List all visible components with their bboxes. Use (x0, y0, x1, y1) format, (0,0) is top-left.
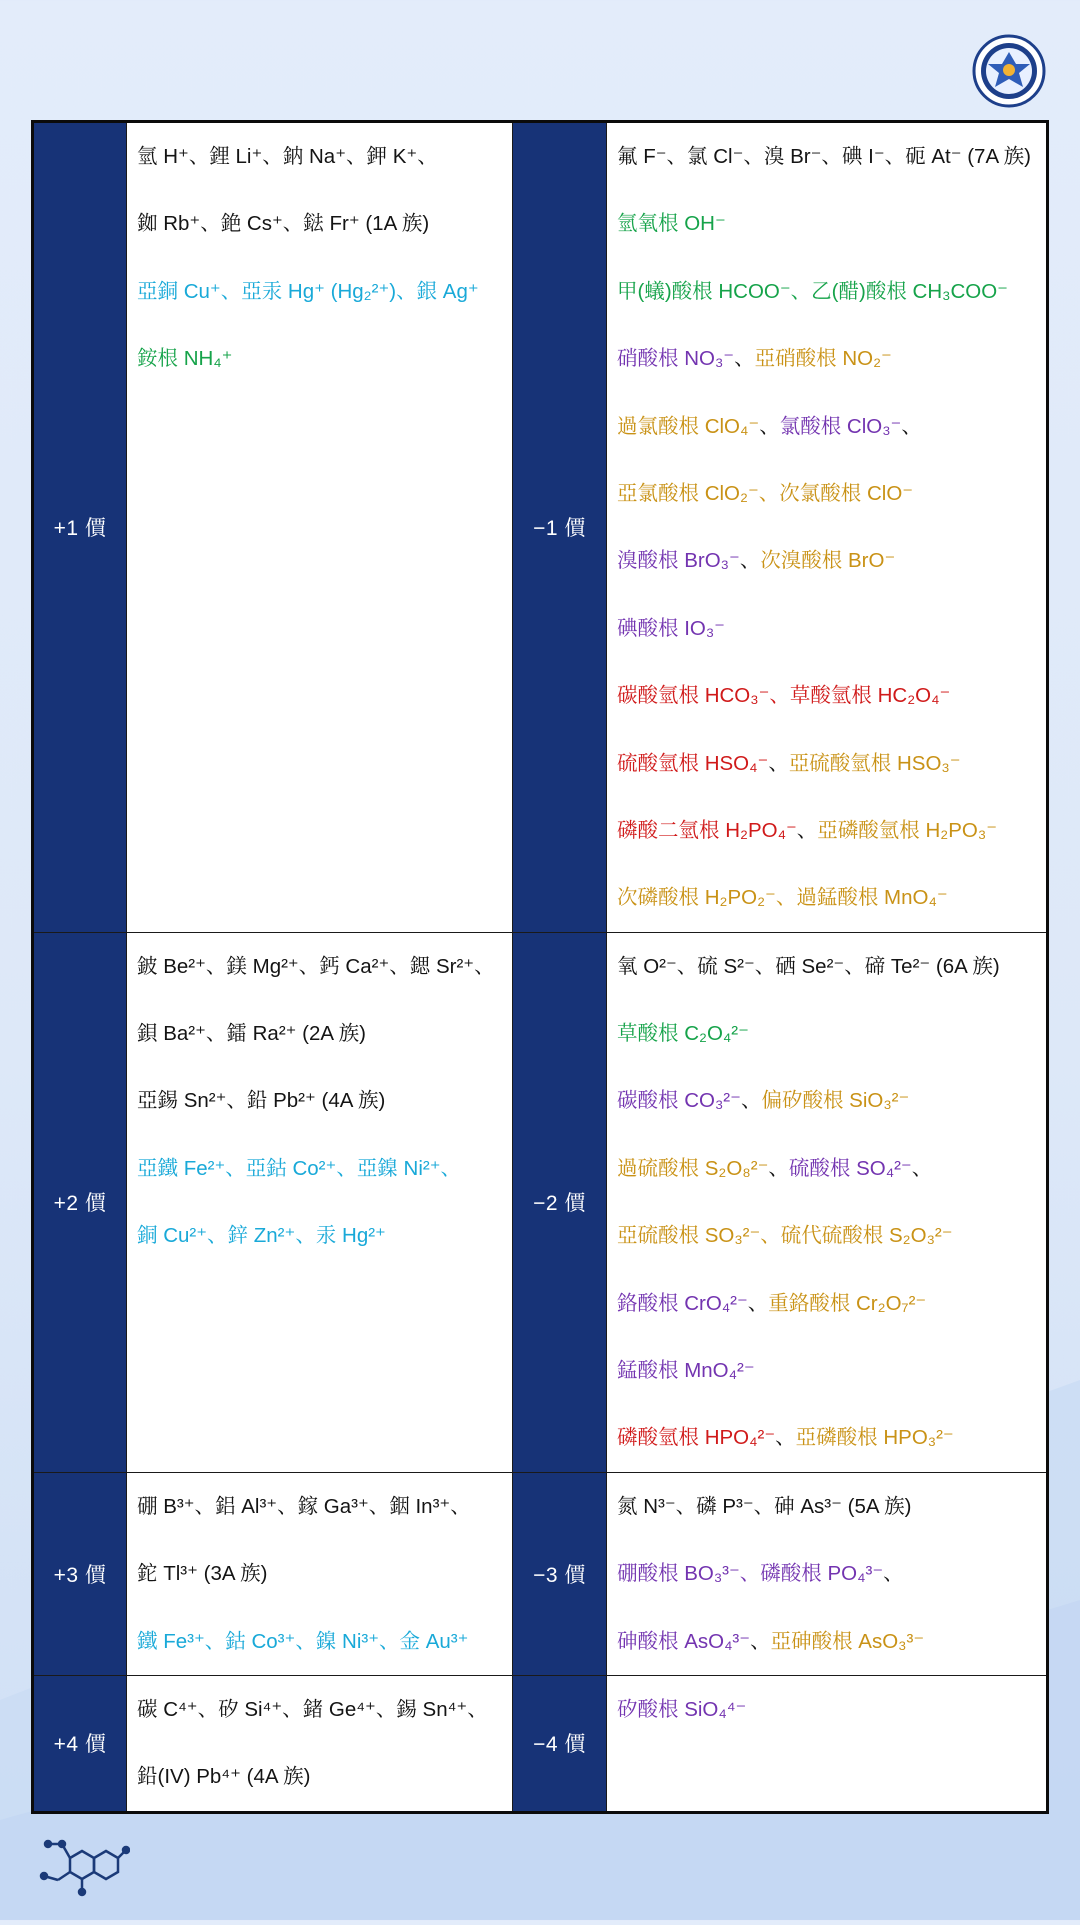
ion-text: 、 (747, 1291, 769, 1315)
ion-text: 亞磷酸氫根 H₂PO₃⁻ (817, 818, 998, 842)
ion-text: 重鉻酸根 Cr₂O₇²⁻ (768, 1291, 927, 1315)
ion-line (617, 933, 1036, 1000)
positive-valence-label: +1 價 (33, 122, 127, 933)
ion-line (617, 393, 1036, 460)
ion-line (137, 123, 502, 190)
ion-text: 亞銅 Cu⁺、亞汞 Hg⁺ (Hg₂²⁺)、銀 Ag⁺ (137, 279, 479, 303)
ion-text: 過硫酸根 S₂O₈²⁻ (617, 1156, 769, 1180)
ion-text: 鉈 Tl³⁺ (3A 族) (137, 1562, 268, 1586)
ion-line (617, 1000, 1036, 1067)
ion-text: 、 (759, 414, 780, 438)
ion-text: 鋇 Ba²⁺、鐳 Ra²⁺ (2A 族) (137, 1022, 366, 1046)
cation-list (127, 932, 513, 1472)
ion-text: 次溴酸根 BrO⁻ (760, 549, 896, 573)
ion-text: 硝酸根 NO₃⁻ (617, 347, 735, 371)
ion-text: 偏矽酸根 SiO₃²⁻ (761, 1089, 910, 1113)
ion-text: 、 (734, 347, 755, 371)
ion-line (137, 258, 502, 325)
ion-text: 銨根 NH₄⁺ (137, 347, 233, 371)
ion-text: 氫 H⁺、鋰 Li⁺、鈉 Na⁺、鉀 K⁺、 (137, 145, 438, 168)
positive-valence-label: +3 價 (33, 1472, 127, 1675)
ion-line (617, 595, 1036, 662)
ion-text: 、 (911, 1156, 933, 1180)
ion-line (137, 933, 502, 1000)
ion-text: 、 (883, 1562, 904, 1586)
negative-valence-label: −3 價 (513, 1472, 607, 1675)
school-emblem-icon (972, 34, 1046, 108)
ion-text: 亞錫 Sn²⁺、鉛 Pb²⁺ (4A 族) (137, 1089, 386, 1113)
ion-text: 鉻酸根 CrO₄²⁻ (617, 1291, 748, 1315)
ion-line (137, 1540, 502, 1607)
ion-text: 砷酸根 AsO₄³⁻ (617, 1629, 751, 1653)
ion-line (137, 1608, 502, 1675)
ion-text: 溴酸根 BrO₃⁻ (617, 549, 740, 573)
ion-line (137, 1676, 502, 1743)
ion-line (617, 258, 1036, 325)
ion-line (137, 325, 502, 392)
ion-line (617, 325, 1036, 392)
ion-line (617, 1473, 1036, 1540)
ion-text: 、 (796, 818, 818, 842)
ion-text: 、 (740, 1089, 762, 1113)
ion-text: 、 (901, 414, 922, 438)
ion-text: 氮 N³⁻、磷 P³⁻、砷 As³⁻ (5A 族) (617, 1494, 912, 1518)
ion-text: 亞硫酸根 SO₃²⁻、硫代硫酸根 S₂O₃²⁻ (617, 1224, 953, 1248)
ion-text: 硼酸根 BO₃³⁻、磷酸根 PO₄³⁻ (617, 1562, 884, 1586)
ion-text: 亞鐵 Fe²⁺、亞鈷 Co²⁺、亞鎳 Ni²⁺、 (137, 1156, 462, 1180)
ion-text: 氟 F⁻、氯 Cl⁻、溴 Br⁻、碘 I⁻、砈 At⁻ (7A 族) (617, 145, 1032, 168)
ion-line (137, 1202, 502, 1269)
ion-line (617, 1676, 1036, 1743)
ion-valence-table (31, 120, 1049, 1814)
ion-text: 磷酸二氫根 H₂PO₄⁻ (617, 818, 797, 842)
cation-list (127, 122, 513, 933)
ion-line (617, 1135, 1036, 1202)
ion-text: 、 (750, 1629, 771, 1653)
ion-text: 草酸根 C₂O₄²⁻ (617, 1022, 749, 1046)
ion-line (617, 864, 1036, 931)
negative-valence-label: −1 價 (513, 122, 607, 933)
ion-text: 氯酸根 ClO₃⁻ (779, 414, 902, 438)
ion-text: 銣 Rb⁺、銫 Cs⁺、鍅 Fr⁺ (1A 族) (137, 212, 430, 236)
ion-text: 碳 C⁴⁺、矽 Si⁴⁺、鍺 Ge⁴⁺、錫 Sn⁴⁺、 (137, 1697, 488, 1721)
ion-line (137, 190, 502, 257)
cation-list (127, 1675, 513, 1812)
molecule-icon (30, 1820, 130, 1920)
ion-text: 磷酸氫根 HPO₄²⁻ (617, 1426, 776, 1450)
ion-line (617, 190, 1036, 257)
ion-text: 碳酸氫根 HCO₃⁻、草酸氫根 HC₂O₄⁻ (617, 684, 951, 708)
ion-text: 鐵 Fe³⁺、鈷 Co³⁺、鎳 Ni³⁺、金 Au³⁺ (137, 1629, 469, 1653)
ion-line (137, 1000, 502, 1067)
valence-row (33, 1675, 1048, 1812)
ion-line (617, 662, 1036, 729)
valence-row (33, 122, 1048, 933)
ion-text: 碘酸根 IO₃⁻ (617, 616, 726, 640)
anion-list (607, 932, 1048, 1472)
ion-text: 亞氯酸根 ClO₂⁻、次氯酸根 ClO⁻ (617, 481, 914, 505)
cation-list (127, 1472, 513, 1675)
ion-text: 亞硫酸氫根 HSO₃⁻ (788, 751, 961, 775)
ion-line (617, 1608, 1036, 1675)
ion-text: 、 (768, 1156, 789, 1180)
valence-row (33, 932, 1048, 1472)
ion-text: 碳酸根 CO₃²⁻ (617, 1089, 741, 1113)
ion-text: 次磷酸根 H₂PO₂⁻、過錳酸根 MnO₄⁻ (617, 886, 948, 910)
ion-text: 亞砷酸根 AsO₃³⁻ (770, 1629, 925, 1653)
ion-line (617, 460, 1036, 527)
ion-text: 、 (768, 751, 789, 775)
negative-valence-label: −4 價 (513, 1675, 607, 1812)
positive-valence-label: +2 價 (33, 932, 127, 1472)
ion-text: 硫酸氫根 HSO₄⁻ (617, 751, 769, 775)
ion-text: 氧 O²⁻、硫 S²⁻、硒 Se²⁻、碲 Te²⁻ (6A 族) (617, 954, 1000, 978)
ion-line (617, 1337, 1036, 1404)
ion-line (617, 730, 1036, 797)
ion-text: 鈹 Be²⁺、鎂 Mg²⁺、鈣 Ca²⁺、鍶 Sr²⁺、 (137, 954, 495, 978)
ion-line (137, 1067, 502, 1134)
ion-text: 亞磷酸根 HPO₃²⁻ (795, 1426, 954, 1450)
anion-list (607, 1675, 1048, 1812)
ion-text: 、 (775, 1426, 796, 1450)
ion-text: 、 (739, 549, 761, 573)
ion-line (617, 527, 1036, 594)
anion-list (607, 122, 1048, 933)
ion-line (137, 1473, 502, 1540)
ion-line (617, 1404, 1036, 1471)
ion-line (617, 1270, 1036, 1337)
ion-line (137, 1743, 502, 1810)
valence-row (33, 1472, 1048, 1675)
ion-line (617, 1067, 1036, 1134)
anion-list (607, 1472, 1048, 1675)
ion-text: 亞硝酸根 NO₂⁻ (754, 347, 892, 371)
ion-text: 銅 Cu²⁺、鋅 Zn²⁺、汞 Hg²⁺ (137, 1224, 386, 1248)
ion-text: 氫氧根 OH⁻ (617, 212, 726, 236)
ion-line (617, 797, 1036, 864)
ion-text: 硼 B³⁺、鋁 Al³⁺、鎵 Ga³⁺、銦 In³⁺、 (137, 1494, 471, 1518)
ion-text: 硫酸根 SO₄²⁻ (788, 1156, 912, 1180)
ion-line (137, 1135, 502, 1202)
ion-line (617, 123, 1036, 190)
ion-line (617, 1202, 1036, 1269)
ion-text: 甲(蟻)酸根 HCOO⁻、乙(醋)酸根 CH₃COO⁻ (617, 279, 1008, 303)
negative-valence-label: −2 價 (513, 932, 607, 1472)
ion-text: 錳酸根 MnO₄²⁻ (617, 1359, 755, 1383)
ion-text: 過氯酸根 ClO₄⁻ (617, 414, 760, 438)
positive-valence-label: +4 價 (33, 1675, 127, 1812)
ion-text: 鉛(IV) Pb⁴⁺ (4A 族) (137, 1765, 311, 1789)
ion-line (617, 1540, 1036, 1607)
ion-text: 矽酸根 SiO₄⁴⁻ (617, 1697, 747, 1721)
